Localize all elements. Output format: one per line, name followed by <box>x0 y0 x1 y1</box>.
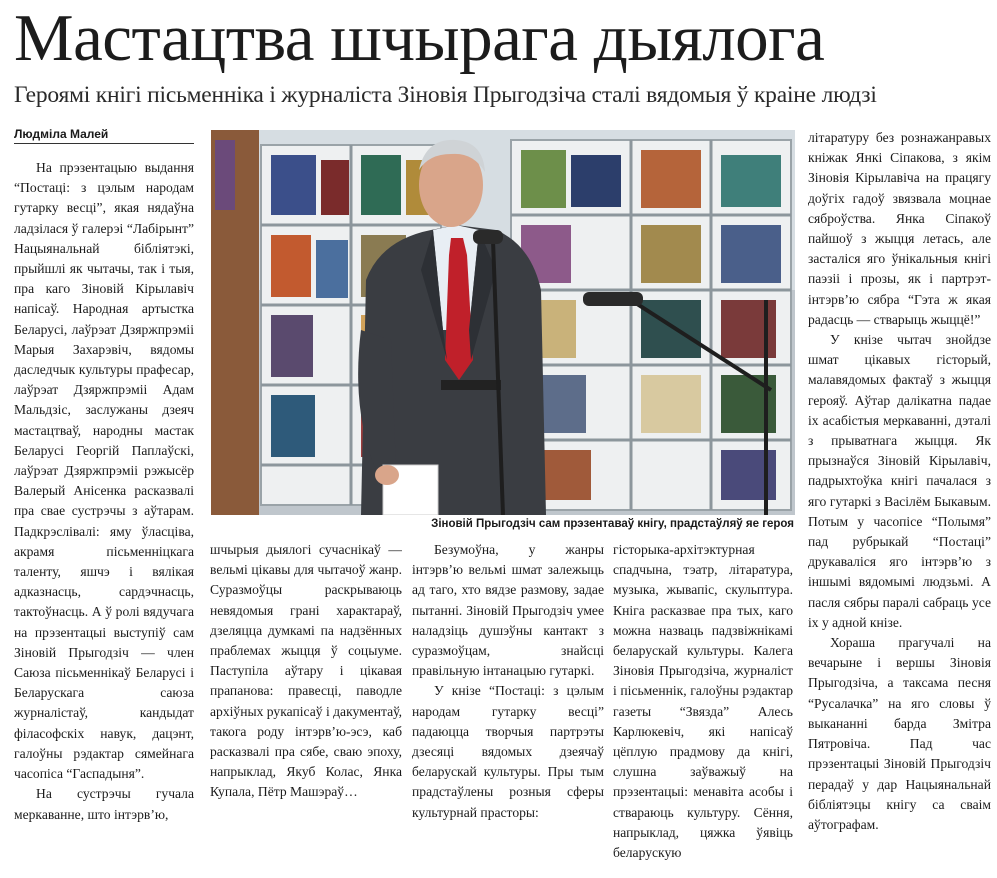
text-column-2 <box>210 540 402 868</box>
article-photo <box>211 130 795 515</box>
text-column-5 <box>808 128 991 868</box>
paragraph: Безумоўна, у жанры інтэрв’ю вельмі шмат залежыць ад таго, хто вядзе размову, задае пытанні. Зіновій Прыгодзіч умее наладзіць душэўны кантакт з суразмоўцам, знайсці правільную інтанацыю гутаркі. <box>412 542 604 679</box>
text-column-3 <box>412 540 604 868</box>
paragraph: літаратуру без рознажанравых кніжак Янкі Сіпакова, з якім Зіновія Кірылавіча на працягу доўгіх гадоў звязвала моцнае сяброўства. Янка Сіпакоў пайшоў з жыцця летась, але засталіся яго ўнікальныя кнігі паэзіі і прозы, як і партрэт-інтэрв’ю сябра “Гэта ж якая радасць — стварыць жыццё!” <box>808 130 991 327</box>
paragraph: гісторыка-архітэктурная спадчына, тэатр, літаратура, музыка, жывапіс, скульптура. Кніга расказвае пра тых, каго можна назваць падзвіжнікамі беларускай культуры. Калега Зіновія Прыгодзіча, журналіст і пісьменнік, галоўны рэдактар газеты “Звязда” Алесь Карлюкевіч, які напісаў цёплую прадмову да кнігі, слушна заўважыў на прэзентацыі: менавіта асобы і ствараюць культуру. Сёння, напрыклад, цяжка ўявіць беларускую <box>613 542 793 861</box>
paragraph: шчырыя дыялогі сучаснікаў — вельмі цікавы для чытачоў жанр. Суразмоўцы раскрываюць невядомыя грані характараў, дзеляцца думкамі па надзённых праблемах жыцця ў соцыуме. Паступіла аўтару і цікавая прапанова: правесці, паводле архіўных рукапісаў і дакументаў, такога роду інтэрв’ю-эсэ, каб расказвалі пра сябе, сваю эпоху, напрыклад, Якуб Колас, Янка Купала, Пётр Машэраў… <box>210 542 402 800</box>
paragraph: У кнізе “Постаці: з цэлым народам гутарку весці” падаюцца творчыя партрэты дзесяці вядомых дзеячаў беларускай культуры. Пры тым прадстаўлены розныя сферы культурнай прасторы: <box>412 683 604 820</box>
paragraph: У кнізе чытач знойдзе шмат цікавых гісторый, малавядомых фактаў з жыцця герояў. Аўтар далікатна падае іх асабістыя меркаванні, дэталі з прыватнага жыцця. Як прызнаўся Зіновій Кірылавіч, падрыхтоўка кнігі пачалася з яго гутаркі з Васілём Быкавым. Потым у часопісе “Полымя” пад рубрыкай “Постаці” друкаваліся яго інтэрв’ю з іншымі вядомымі людзьмі. А пасля сябры паралі сабраць усе іх у адной кнізе. <box>808 332 991 630</box>
paragraph: Хораша прагучалі на вечарыне і вершы Зіновія Прыгодзіча, а таксама песня “Русалачка” на яго словы ў выкананні барда Змітра Пятровіча. Пад час прэзентацыі Зіновій Прыгодзіч перадаў у дар Нацыянальнай бібліятэцы кнігу са сваім аўтографам. <box>808 635 991 832</box>
text-column-4 <box>613 540 793 868</box>
paragraph: На сустрэчы гучала меркаванне, што інтэрв’ю, <box>14 786 194 822</box>
paragraph: На прэзентацыю выдання “Постаці: з цэлым народам гутарку весці”, якая нядаўна ладзілася ў галерэі “Лабірынт” Нацыянальнай бібліятэкі, прыйшлі як чытачы, так і тыя, пра каго Зіновій Кірылавіч напісаў. Народная артыстка Беларусі, лаўрэат Дзяржпрэміі Марыя Захарэвіч, вядомы даследчык культуры прафесар, лаўрэат Дзяржпрэміі Адам Мальдзіс, заслужаны дзеяч мастацтваў, народны мастак Беларусі Георгій Паплаўскі, лаўрэат Дзяржпрэміі рэжысёр Валерый Анісенка расказвалі пра свае сустрэчы з аўтарам. Падкрэслівалі: яму ўласціва, акрамя пісьменніцкага таленту, яшчэ і вялікая адказнасць, сардэчнасць, тактоўнасць. А ў ролі вядучага на прэзентацыі выступіў сам Зіновій Прыгодзіч — член Саюза пісьменнікаў Беларусі і Беларускага саюза журналістаў, кандыдат філасофскіх навук, дацэнт, галоўны рэдактар сямейнага часопіса “Гаспадыня”. <box>14 160 194 782</box>
photo-caption: Зіновій Прыгодзіч сам прэзентаваў кнігу, прадстаўляў яе героя <box>431 518 794 530</box>
article-subtitle: Героямі кнігі пісьменніка і журналіста Зіновія Прыгодзіча сталі вядомыя ў краіне людзі <box>14 82 877 108</box>
article-headline: Мастацтва шчырага дыялога <box>14 1 825 75</box>
author-byline: Людміла Малей <box>14 126 194 144</box>
text-column-1 <box>14 158 194 868</box>
